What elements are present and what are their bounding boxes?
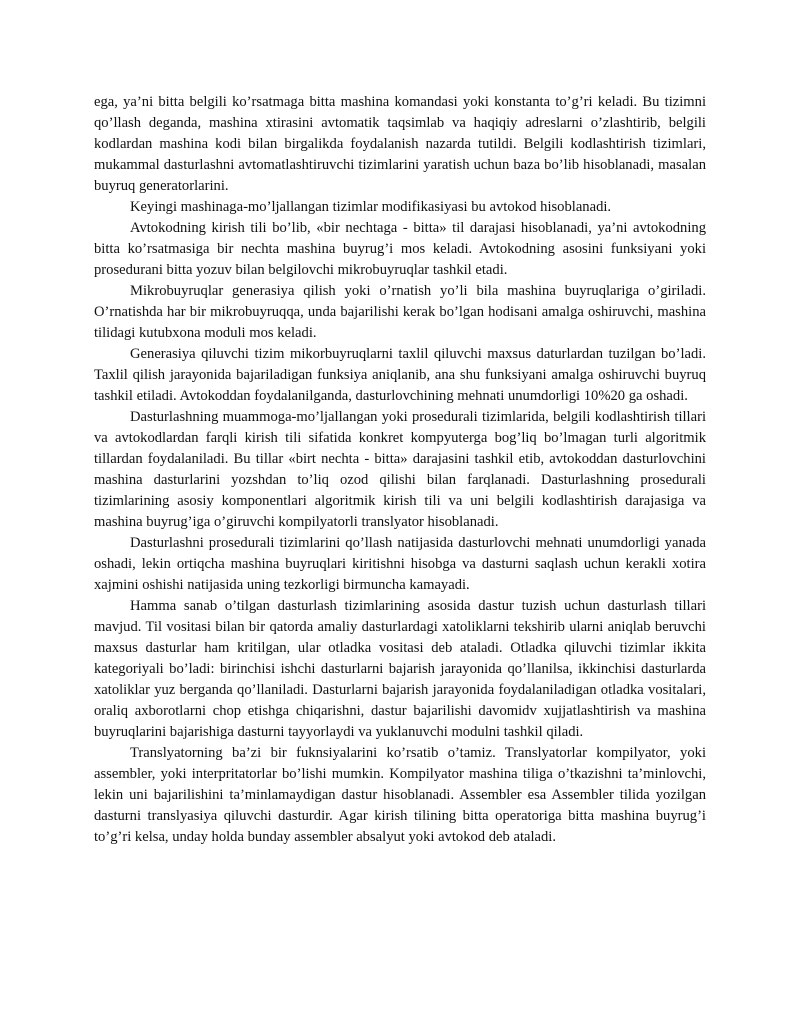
paragraph-9: Translyatorning ba’zi bir fuknsiyalarini ko’rsatib o’tamiz. Translyatorlar kompilyator, yoki assembler, yoki interpritatorlar bo’lishi mumkin. Kompilyator mashina tiliga o’tkazishni ta’minlovchi, lekin uni bajarilishini ta’minlamaydigan dastur hisoblanadi. Assembler esa Assembler tilida yozilgan dasturni translyasiya qiluvchi dasturdir. Agar kirish tilining bitta operatoriga bitta mashina buyrug’i to’g’ri kelsa, unday holda bunday assembler absalyut yoki avtokod deb ataladi. xyxy=(94,745,706,845)
paragraph-4: Mikrobuyruqlar generasiya qilish yoki o’rnatish yo’li bila mashina buyruqlariga o’giriladi. O’rnatishda har bir mikrobuyruqqa, unda bajarilishi kerak bo’lgan hodisani amalga oshiruvchi, mashina tilidagi kutubxona moduli mos keladi. xyxy=(94,283,706,341)
paragraph-1-continuation: ega, ya’ni bitta belgili ko’rsatmaga bitta mashina komandasi yoki konstanta to’g’ri keladi. Bu tizimni qo’llash deganda, mashina xtirasini avtomatik taqsimlab va haqiqiy adreslarni o’zlashtirib, belgili kodlardan mashina kodi bilan birgalikda foydalanish nazarda tutildi. Belgili kodlashtirish tizimlari, mukammal dasturlashni avtomatlashtiruvchi tizimlarini yaratish uchun baza bo’lib hisoblanadi, masalan buyruq generatorlarini. xyxy=(94,94,706,194)
paragraph-7: Dasturlashni prosedurali tizimlarini qo’llash natijasida dasturlovchi mehnati unumdorligi yanada oshadi, lekin ortiqcha mashina buyruqlari kiritishni hisobga va dasturni saqlash uchun kerakli xotira xajmini oshishi natijasida uning tezkorligi birmuncha kamayadi. xyxy=(94,535,706,593)
paragraph-6: Dasturlashning muammoga-mo’ljallangan yoki prosedurali tizimlarida, belgili kodlashtirish tillari va avtokodlardan farqli kirish tili sifatida konkret kompyuterga bog’liq bo’lmagan turli algoritmik tillardan foydalaniladi. Bu tillar «birt nechta - bitta» darajasini tashkil etib, avtokoddan dasturlovchini mashina dasturlarini yozshdan to’liq ozod qilishi bilan farqlanadi. Dasturlashning prosedurali tizimlarining asosiy komponentlari algoritmik kirish tili va uni belgili kodlashtirish darajasiga va mashina buyrug’iga o’giruvchi kompilyatorli translyator hisoblanadi. xyxy=(94,409,706,530)
paragraph-5: Generasiya qiluvchi tizim mikorbuyruqlarni taxlil qiluvchi maxsus daturlardan tuzilgan bo’ladi. Taxlil qilish jarayonida bajariladigan funksiya aniqlanib, ana shu funksiyani amalga oshiruvchi buyruq tashkil etiladi. Avtokoddan foydalanilganda, dasturlovchining mehnati unumdorligi 10%20 ga oshadi. xyxy=(94,346,706,404)
paragraph-8: Hamma sanab o’tilgan dasturlash tizimlarining asosida dastur tuzish uchun dasturlash tillari mavjud. Til vositasi bilan bir qatorda amaliy dasturlardagi xatoliklarni tekshirib ularni aniqlab beruvchi maxsus dasturlar ham kritilgan, ular otladka vositasi deb ataladi. Otladka qiluvchi tizimlar ikkita kategoriyali bo’ladi: birinchisi ishchi dasturlarni bajarish jarayonida qo’llanilsa, ikkinchisi dasturlarda xatoliklar yuz berganda qo’llaniladi. Dasturlarni bajarish jarayonida foydalaniladigan otladka vositalari, oraliq axborotlarni chop etishga chiqarishni, dastur bajarilishi davomidv xujjatlashtirish va mashina buyruqlarini bajarishiga dasturni tayyorlaydi va yuklanuvchi modulni tashkil qiladi. xyxy=(94,598,706,740)
paragraph-2: Keyingi mashinaga-mo’ljallangan tizimlar modifikasiyasi bu avtokod hisoblanadi. xyxy=(130,199,612,215)
document-body xyxy=(94,92,706,848)
paragraph-3: Avtokodning kirish tili bo’lib, «bir nechtaga - bitta» til darajasi hisoblanadi, ya’ni avtokodning bitta ko’rsatmasiga bir nechta mashina buyrug’i mos keladi. Avtokodning asosini funksiyani yoki prosedurani bitta yozuv bilan belgilovchi mikrobuyruqlar tashkil etadi. xyxy=(94,220,706,278)
